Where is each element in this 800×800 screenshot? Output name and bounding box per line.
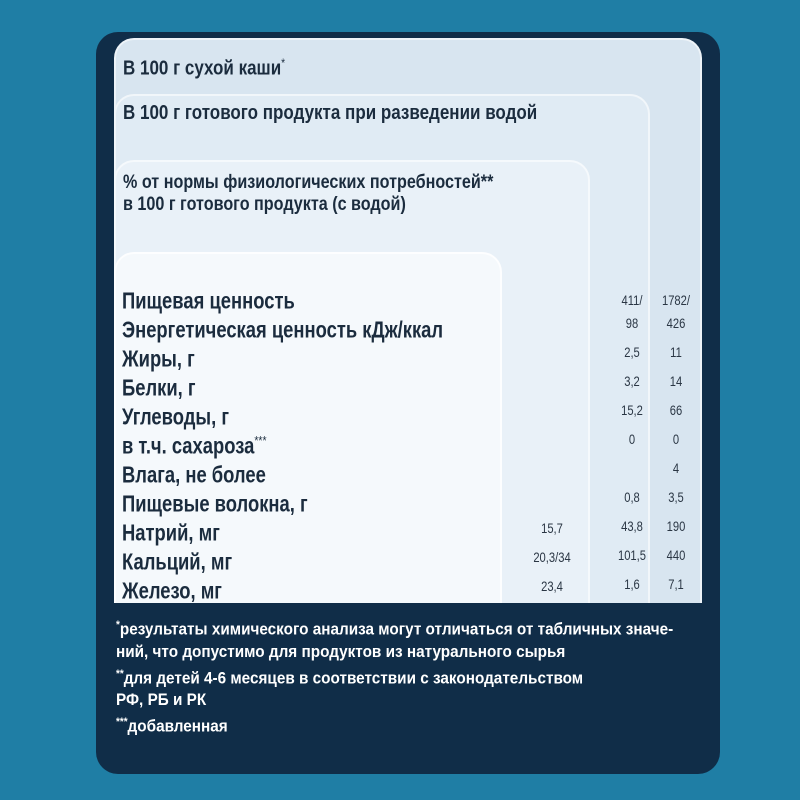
value-dry-product: 14: [669, 373, 683, 389]
value-ready-product: 101,5: [617, 547, 647, 563]
table-row: [122, 515, 686, 546]
table-row: [122, 399, 683, 430]
table-row: [122, 312, 686, 343]
value-ready-product: 1,6: [624, 576, 640, 592]
row-label: Углеводы, г: [122, 403, 229, 430]
value-ready-product: 43,8: [621, 518, 643, 534]
header-daily-norm: % от нормы физиологических потребностей** в 100 г готового продукта (с водой): [123, 172, 494, 215]
row-label: Пищевые волокна, г: [122, 490, 308, 517]
value-dry-product: 11: [670, 344, 682, 360]
table-row: [122, 283, 691, 314]
table-row: [122, 370, 683, 401]
row-label: Железо, мг: [122, 577, 222, 604]
footnote-2-line-2: РФ, РБ и РК: [116, 690, 207, 710]
value-ready-product: 2,5: [624, 344, 640, 360]
row-label: Энергетическая ценность кДж/ккал: [122, 316, 444, 343]
table-row: [122, 457, 680, 488]
row-label: Натрий, мг: [122, 519, 220, 546]
value-ready-product: 98: [625, 315, 639, 331]
header-dry-product: В 100 г сухой каши*: [123, 56, 286, 80]
row-label: Жиры, г: [122, 345, 195, 372]
table-row: [122, 544, 686, 575]
value-dry-product: 1782/: [661, 292, 691, 308]
row-label: в т.ч. сахароза***: [122, 432, 267, 459]
row-label: Влага, не более: [122, 461, 266, 488]
value-ready-product: 0,8: [624, 489, 640, 505]
value-daily-norm: 15,7: [541, 520, 563, 536]
nutrition-table: [122, 283, 691, 604]
table-row: [122, 573, 684, 604]
value-dry-product: 190: [666, 518, 686, 534]
footnotes: [116, 614, 692, 738]
value-dry-product: 7,1: [668, 576, 684, 592]
footnote-2-line-1: **для детей 4-6 месяцев в соответствии с законодательством: [116, 667, 584, 688]
value-dry-product: 440: [666, 547, 686, 563]
header-ready-product: В 100 г готового продукта при разведении водой: [123, 102, 538, 124]
value-dry-product: 3,5: [668, 489, 684, 505]
footnote-3: ***добавленная: [116, 716, 228, 736]
value-dry-product: 4: [672, 460, 680, 476]
value-daily-norm: 20,3/34: [533, 549, 571, 565]
table-row: [122, 428, 680, 459]
value-ready-product: 15,2: [621, 402, 643, 418]
row-label: Пищевая ценность: [122, 287, 295, 314]
row-label: Белки, г: [122, 374, 196, 401]
footnote-1-line-1: *результаты химического анализа могут отличаться от табличных значе-: [116, 619, 674, 639]
value-dry-product: 426: [666, 315, 686, 331]
table-row: [122, 486, 684, 517]
row-label: Кальций, мг: [122, 548, 233, 575]
value-dry-product: 0: [672, 431, 680, 447]
value-ready-product: 3,2: [624, 373, 640, 389]
value-ready-product: 411/: [621, 292, 643, 308]
footnote-1-line-2: ний, что допустимо для продуктов из натурального сырья: [116, 641, 566, 661]
value-dry-product: 66: [669, 402, 683, 418]
table-row: [122, 341, 682, 372]
value-daily-norm: 23,4: [541, 578, 563, 594]
value-ready-product: 0: [628, 431, 636, 447]
